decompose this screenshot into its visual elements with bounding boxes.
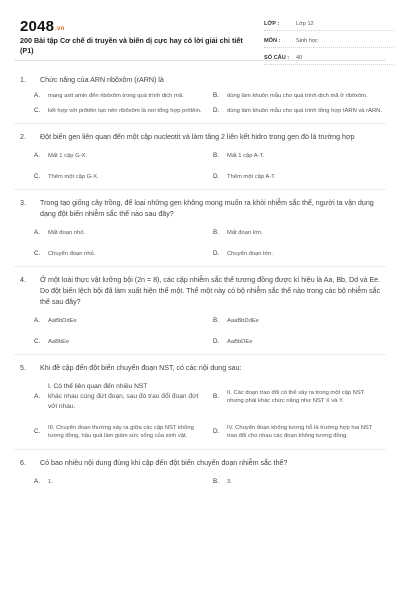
question-number: 4.: [20, 276, 26, 284]
question-text: Chức năng của ARN ribôxôm (rARN) là: [40, 76, 164, 84]
option-letter: D.: [213, 427, 220, 435]
site-logo[interactable]: [20, 18, 64, 35]
answer-option-b[interactable]: [213, 152, 382, 161]
question-number: 3.: [20, 199, 26, 207]
question-stem: [20, 132, 382, 143]
option-text: AaBbDdEe: [48, 318, 77, 324]
option-text: Mất 1 cặp A-T.: [227, 153, 265, 159]
answer-option-d[interactable]: [213, 338, 382, 347]
answer-options: [34, 317, 382, 346]
answer-options: [34, 478, 382, 487]
option-text: Mất đoạn nhỏ.: [48, 230, 86, 236]
option-text: mang axit amin đến ribôxôm trong quá trình dịch mã.: [48, 93, 184, 99]
option-letter: B.: [213, 152, 219, 159]
option-text: 1.: [48, 478, 53, 485]
question-number: 2.: [20, 133, 26, 141]
answer-option-b[interactable]: [213, 317, 382, 326]
option-text: Thêm một cặp G-X.: [48, 173, 99, 180]
option-text: AaBbDEe: [227, 338, 253, 345]
question-divider: [14, 123, 386, 124]
question-text: Khi đề cập đến đột biến chuyển đoạn NST, có các nội dung sau:: [40, 364, 242, 372]
question-stem: [20, 275, 382, 308]
question-text: Đột biến gen liên quan đến một cặp nucleotit và làm tăng 2 liên kết hidro trong gen đó là trường hợp: [40, 133, 355, 141]
option-text: AaBbEe: [48, 338, 70, 345]
answer-option-a[interactable]: [34, 152, 203, 161]
question-number: 5.: [20, 364, 26, 372]
question-divider: [14, 354, 386, 355]
answer-option-a[interactable]: [34, 229, 203, 238]
question-5: [20, 363, 382, 441]
answer-option-a[interactable]: [34, 317, 203, 326]
option-text: III. Chuyển đoạn thường xảy ra giữa các cặp NST không tương đồng, hậu quả làm giảm sức sống của sinh vật.: [48, 424, 194, 439]
answer-option-c[interactable]: [34, 250, 203, 259]
option-letter: D.: [213, 249, 220, 257]
option-letter: C.: [34, 172, 41, 180]
option-text: dùng làm khuôn mẫu cho quá trình dịch mã ở ribôxôm.: [227, 93, 368, 99]
document-meta: [264, 17, 394, 68]
meta-value: Lớp 12: [296, 20, 314, 27]
answer-option-c[interactable]: [34, 424, 203, 441]
option-letter: A.: [34, 229, 40, 236]
option-letter: B.: [213, 393, 219, 400]
option-text: II. Các đoạn trao đổi có thể xảy ra trong một cặp NST nhưng phải khác chức năng như NST X và Y.: [227, 389, 365, 405]
option-letter: C.: [34, 106, 41, 114]
option-letter: D.: [213, 172, 220, 180]
option-letter: A.: [34, 92, 40, 99]
answer-option-d[interactable]: [213, 424, 382, 441]
answer-option-a[interactable]: [34, 383, 203, 412]
option-letter: B.: [213, 229, 219, 236]
option-letter: D.: [213, 337, 220, 345]
option-letter: B.: [213, 477, 219, 485]
option-text: khác nhau cùng đứt đoạn, sau đó trao đổi đoạn đứt với nhau.: [48, 392, 199, 410]
question-6: [20, 458, 382, 487]
question-stem: [20, 363, 382, 374]
option-text: dùng làm khuôn mẫu cho quá trình tổng hợp tARN và rARN.: [227, 107, 382, 114]
answer-option-b[interactable]: [213, 229, 382, 238]
option-letter: B.: [213, 317, 219, 324]
option-text: IV. Chuyển đoạn không tương hỗ là trường hợp hai NST trao đổi cho nhau các đoạn không tương đồng.: [227, 424, 373, 439]
option-letter: A.: [34, 393, 41, 400]
option-letter: B.: [213, 92, 219, 99]
option-text: AaaBbDdEe: [227, 318, 259, 324]
answer-option-c[interactable]: [34, 107, 203, 116]
option-letter: C.: [34, 249, 41, 257]
answer-option-b[interactable]: [213, 383, 382, 412]
question-divider: [14, 189, 386, 190]
question-2: [20, 132, 382, 181]
document-header: [14, 8, 386, 61]
answer-options: [34, 152, 382, 181]
meta-value: 40: [296, 54, 303, 61]
option-text: kết hợp với prôtêin tạo nên ribôxôm là nơi tổng hợp prôtêin.: [48, 107, 202, 114]
option-letter: A.: [34, 152, 40, 159]
question-number: 6.: [20, 458, 26, 467]
option-text: Chuyển đoạn nhỏ.: [48, 250, 96, 257]
question-3: [20, 198, 382, 258]
answer-option-a[interactable]: [34, 92, 203, 101]
option-text: Mất đoạn lớn.: [227, 230, 263, 236]
option-text: Thêm một cặp A-T.: [227, 173, 276, 180]
answer-option-b[interactable]: [213, 478, 382, 487]
option-text: 3.: [227, 478, 232, 485]
answer-option-b[interactable]: [213, 92, 382, 101]
question-4: [20, 275, 382, 346]
answer-option-c[interactable]: [34, 173, 203, 182]
question-text: Có bao nhiêu nội dung đúng khi cập đến đột biến chuyển đoạn nhiễm sắc thể?: [40, 458, 288, 467]
option-statement: I. Có thể liên quan đến nhiều NST: [48, 383, 148, 390]
meta-row-mon: [264, 34, 394, 48]
question-1: [20, 75, 382, 115]
answer-option-c[interactable]: [34, 338, 203, 347]
answer-option-a[interactable]: [34, 478, 203, 487]
question-divider: [14, 266, 386, 267]
option-letter: C.: [34, 427, 41, 435]
answer-option-d[interactable]: [213, 173, 382, 182]
meta-label: SỐ CÂU :: [264, 54, 290, 61]
question-number: 1.: [20, 76, 26, 84]
answer-options: [34, 383, 382, 441]
question-stem: [20, 198, 382, 220]
question-stem: [20, 75, 382, 86]
meta-label: LỚP :: [264, 20, 280, 27]
logo-text: 2048: [20, 18, 55, 35]
answer-option-d[interactable]: [213, 107, 382, 116]
answer-option-d[interactable]: [213, 250, 382, 259]
question-text: Ở một loài thực vật lưỡng bội (2n = 8), các cặp nhiễm sắc thể tương đồng được kí hiệu là Aa, Bb, Dd và Ee. Do đột biến lệch bội đã làm xuất hiện thể một. Thể một này có bộ nhiễm sắc thể nào trong các bộ nhiễm sắc thể sau đây?: [40, 276, 381, 306]
document-title: 200 Bài tập Cơ chế di truyền và biến dị cực hay có lời giải chi tiết (P1): [20, 36, 243, 55]
answer-options: [34, 229, 382, 258]
option-text-wrapper: [48, 383, 203, 412]
option-letter: D.: [213, 106, 220, 114]
logo-suffix: .vn: [55, 26, 65, 32]
option-text: Chuyển đoạn lớn.: [227, 250, 274, 257]
question-divider: [14, 449, 386, 450]
option-letter: A.: [34, 317, 40, 324]
option-letter: A.: [34, 477, 40, 485]
meta-label: MÔN :: [264, 37, 281, 44]
option-letter: C.: [34, 337, 41, 345]
question-text: Trong tạo giống cây trồng, để loại những gen không mong muốn ra khỏi nhiễm sắc thể, người ta vận dụng dạng đột biến nhiễm sắc thể nào sau đây?: [40, 199, 374, 218]
question-stem: [20, 458, 382, 469]
meta-value: Sinh học: [296, 37, 318, 44]
option-text: Mất 1 cặp G-X.: [48, 153, 87, 159]
answer-options: [34, 92, 382, 115]
meta-row-lop: [264, 17, 394, 31]
meta-row-so-cau: [264, 51, 394, 65]
